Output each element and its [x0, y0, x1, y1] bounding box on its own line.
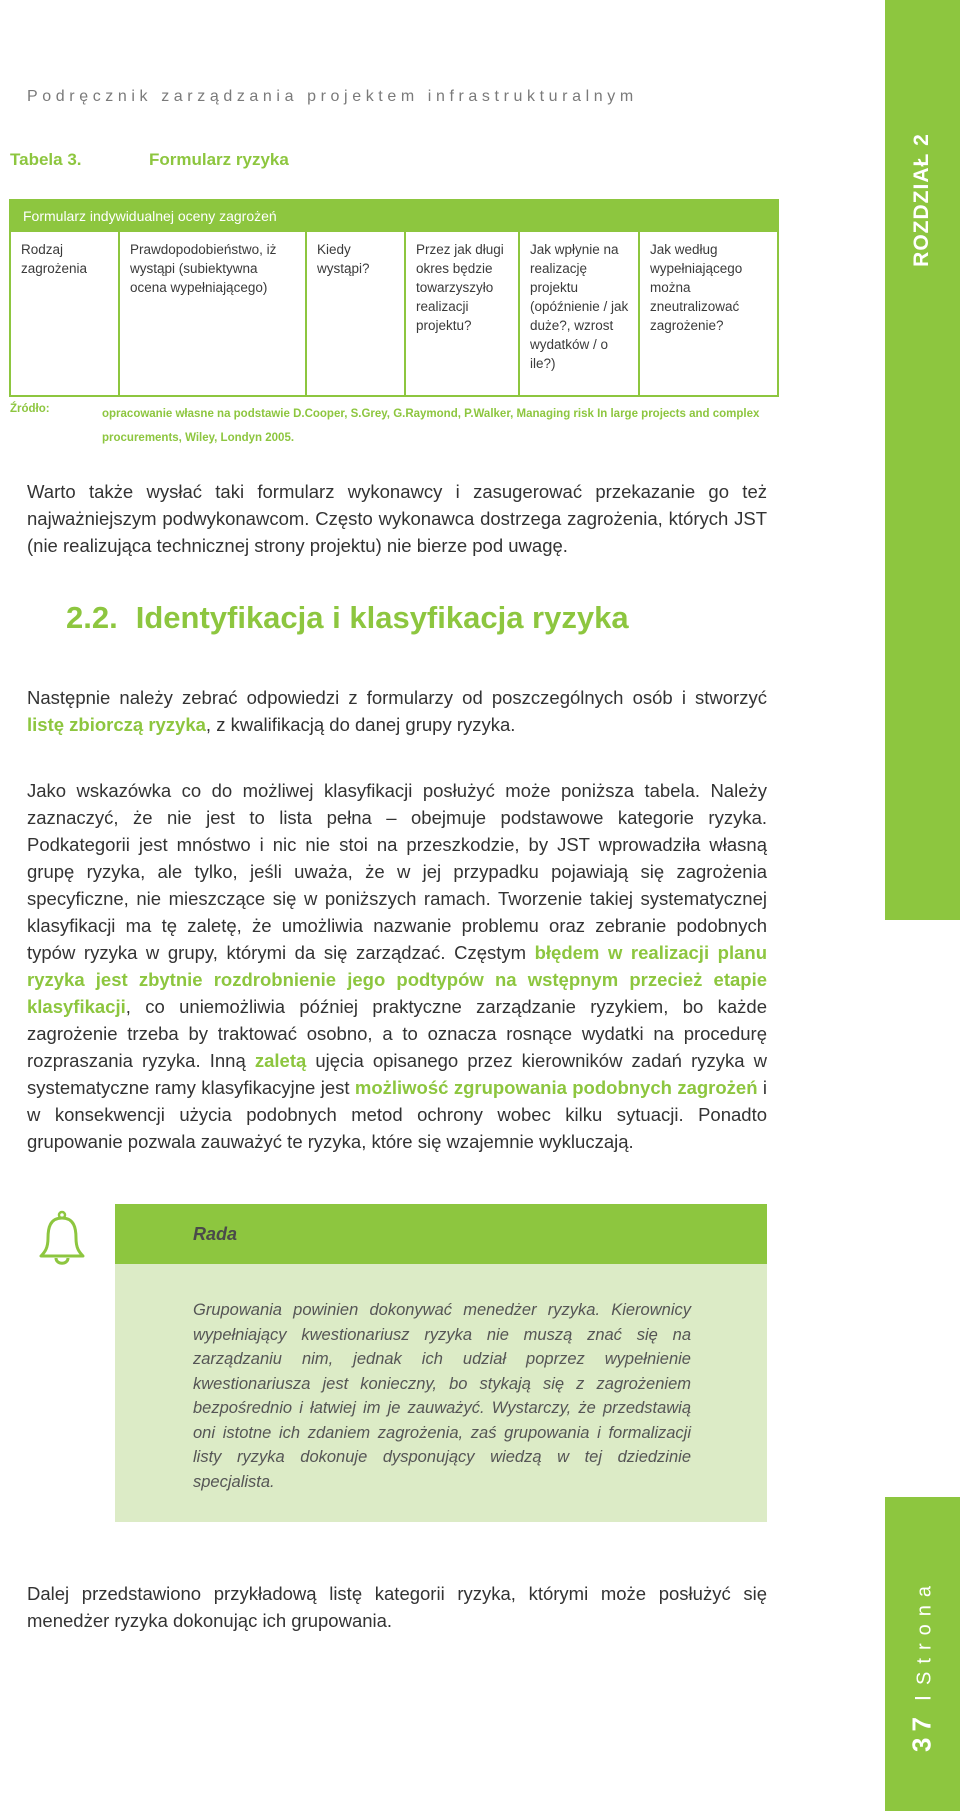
text-run: Następnie należy zebrać odpowiedzi z formularzy od poszczególnych osób i stworzyć: [27, 687, 767, 708]
table-cell: Kiedy wystąpi?: [305, 232, 404, 395]
table-cell: Przez jak długi okres będzie towarzyszyło realizacji projektu?: [404, 232, 518, 395]
highlight-text: listę zbiorczą ryzyka: [27, 714, 206, 735]
page-label: [907, 1578, 938, 1752]
table-cell: Jak wpłynie na realizację projektu (opóźnienie / jak duże?, wzrost wydatków / o ile?): [518, 232, 638, 395]
section-number: 2.2.: [66, 600, 118, 635]
paragraph: [27, 684, 767, 738]
page-word: Strona: [913, 1578, 936, 1685]
tip-title: Rada: [193, 1224, 238, 1244]
highlight-text: błędem w realizacji planu ryzyka jest zbytnie rozdrobnienie jego podtypów na wstępnym przecież etapie klasyfikacji: [27, 942, 767, 1017]
text-run: Jako wskazówka co do możliwej klasyfikacji posłużyć może poniższa tabela. Należy zaznaczyć, że nie jest to lista pełna – obejmuje podstawowe kategorie ryzyka. Podkategorii jest mnóstwo i nic nie stoi na przeszkodzie, by JST wprowadziła własną grupę ryzyka, ale tylko, jeśli uważa, że w jej przypadku pojawiają się zagrożenia specyficzne, nie mieszczące się w poniższych ramach. Tworzenie takiej systematycznej klasyfikacji ma tę zaletę, że umożliwia nazwanie problemu oraz zebranie podobnych typów ryzyka w grupy, którymi da się zarządzać. Częstym: [27, 780, 767, 963]
tip-box: [115, 1204, 767, 1522]
table-title: Formularz ryzyka: [149, 150, 289, 169]
tip-text: Grupowania powinien dokonywać menedżer ryzyka. Kierownicy wypełniający kwestionariusz ryzyka nie muszą znać się na zarządzaniu nim, jednak ich udział poprzez wypełnienie kwestionariusza jest konieczny, bo stykają się z zagrożeniem bezpośrednio i łatwiej im je zauważyć. Wystarczy, że przedstawią oni istotne ich zdaniem zagrożenia, zaś grupowania i formalizacji listy ryzyka dokonuje dysponujący wiedzą w tej dziedzinie specjalista.: [193, 1301, 691, 1491]
text-run: , co uniemożliwia później praktyczne zarządzanie ryzykiem, bo każde zagrożenie trzeba by traktować osobno, a to oznacza rosnące wydatki na procedurę rozpraszania ryzyka. Inną: [27, 996, 767, 1071]
table-cell: Prawdopodobieństwo, iż wystąpi (subiektywna ocena wypełniającego): [118, 232, 305, 395]
text-run: i w konsekwencji użycia podobnych metod ochrony wobec kilku sytuacji. Ponadto grupowanie pozwala zauważyć te ryzyka, które się wzajemnie wykluczają.: [27, 1077, 767, 1152]
page-number: 37: [906, 1711, 937, 1752]
highlight-text: zaletą: [254, 1050, 307, 1071]
paragraph: [27, 777, 767, 1155]
bell-icon: [36, 1210, 88, 1268]
source-label: Źródło:: [10, 403, 50, 415]
text-run: , z kwalifikacją do danej grupy ryzyka.: [205, 714, 516, 735]
table-cell: Rodzaj zagrożenia: [21, 242, 88, 276]
paragraph: Warto także wysłać taki formularz wykonawcy i zasugerować przekazanie go też najważniejszym podwykonawcom. Często wykonawca dostrzega zagrożenia, których JST (nie realizująca technicznej strony projektu) nie bierze pod uwagę.: [27, 481, 767, 556]
highlight-text: możliwość zgrupowania podobnych zagrożeń: [354, 1077, 758, 1098]
table-cell: Jak według wypełniającego można zneutralizować zagrożenie?: [638, 232, 777, 395]
section-heading: [66, 600, 629, 636]
table-row: [11, 232, 777, 395]
section-title: Identyfikacja i klasyfikacja ryzyka: [135, 600, 629, 635]
table-header: Formularz indywidualnej oceny zagrożeń: [11, 201, 777, 232]
text-run: ujęcia opisanego przez kierowników zadań ryzyka w systematyczne ramy klasyfikacyjne jest: [27, 1050, 767, 1098]
running-header: Podręcznik zarządzania projektem infrastrukturalnym: [27, 88, 638, 105]
risk-form-table: [9, 199, 779, 397]
page-separator: I: [910, 1694, 936, 1702]
source-text: opracowanie własne na podstawie D.Cooper, S.Grey, G.Raymond, P.Walker, Managing risk In large projects and complex procurements, Wiley, Londyn 2005.: [102, 408, 760, 444]
chapter-label: ROZDZIAŁ 2: [910, 133, 933, 267]
paragraph: Dalej przedstawiono przykładową listę kategorii ryzyka, którymi może posłużyć się menedżer ryzyka dokonując ich grupowania.: [27, 1583, 767, 1631]
table-number: Tabela 3.: [10, 150, 82, 169]
